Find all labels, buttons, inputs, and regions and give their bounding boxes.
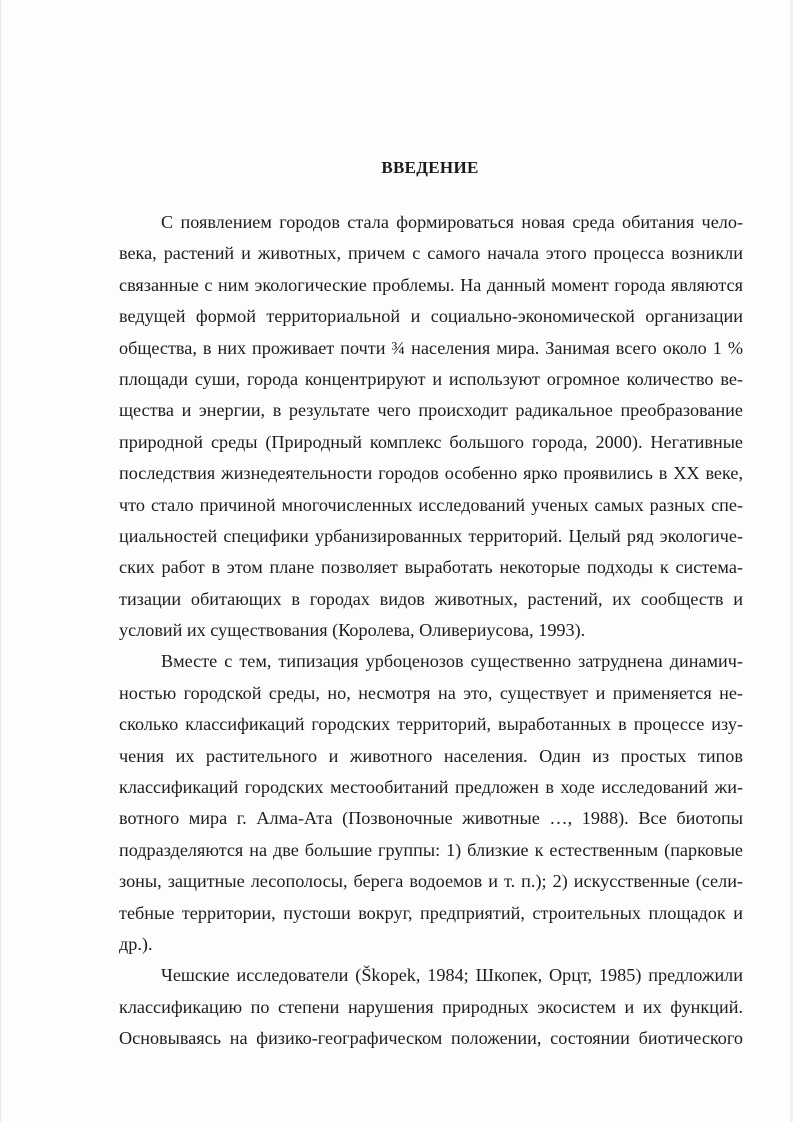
text-line: тебные территории, пустоши вокруг, предприятий, строительных площадок и: [119, 902, 743, 923]
text-line: сколько классификаций городских территорий, выработанных в процессе изу-: [119, 714, 743, 735]
paragraph-2: [119, 646, 743, 960]
text-line: ских работ в этом плане позволяет выработать некоторые подходы к системa-: [119, 557, 743, 578]
text-line: общества, в них проживает почти ¾ населения мира. Занимая всего около 1 %: [119, 337, 743, 358]
text-line: щества и энергии, в результате чего происходит радикальное преобразование: [119, 400, 743, 421]
text-line: классификацию по степени нарушения природных экосистем и их функций.: [119, 996, 743, 1017]
paragraph-1: [119, 207, 743, 646]
text-line: вотного мира г. Алма-Ата (Позвоночные животные …, 1988). Все биотопы: [119, 808, 743, 829]
text-line: Основываясь на физико-географическом положении, состоянии биотического: [119, 1028, 743, 1049]
text-line: циальностей специфики урбанизированных территорий. Целый ряд экологиче-: [119, 525, 743, 546]
text-line: С появлением городов стала формироваться новая среда обитания чело-: [161, 212, 743, 232]
text-line: что стало причиной многочисленных исследований ученых самых разных спе-: [119, 494, 743, 515]
text-line: ностью городской среды, но, несмотря на это, существует и применяется не-: [119, 682, 743, 703]
text-line: зоны, защитные лесополосы, берега водоемов и т. п.); 2) искусственные (сели-: [119, 871, 743, 892]
document-body: [119, 207, 743, 1055]
text-line: площади суши, города концентрируют и используют огромное количество ве-: [119, 368, 743, 389]
text-line: подразделяются на две большие группы: 1) близкие к естественным (парковые: [119, 839, 743, 860]
text-line: тизации обитающих в городах видов животных, растений, их сообществ и: [119, 588, 743, 609]
text-line: чения их растительного и животного населения. Один из простых типов: [119, 745, 743, 766]
paragraph-3: [119, 960, 743, 1054]
page-title: ВВЕДЕНИЕ: [381, 158, 479, 177]
text-line: др.).: [119, 933, 153, 954]
text-line: Чешские исследователи (Škopek, 1984; Шкопек, Орцт, 1985) предложили: [161, 965, 743, 986]
text-line: Вместе с тем, типизация урбоценозов существенно затруднена динамич-: [161, 651, 743, 672]
text-line: последствия жизнедеятельности городов особенно ярко проявились в XX веке,: [119, 463, 743, 484]
text-line: века, растений и животных, причем с самого начала этого процесса возникли: [119, 243, 743, 264]
text-line: ведущей формой территориальной и социально-экономической организации: [119, 306, 743, 327]
text-line: природной среды (Природный комплекс большого города, 2000). Негативные: [119, 431, 743, 452]
text-line: условий их существования (Королева, Оливериусова, 1993).: [119, 620, 586, 641]
text-line: классификаций городских местообитаний предложен в ходе исследований жи-: [119, 777, 743, 798]
text-line: связанные с ним экологические проблемы. На данный момент города являются: [119, 274, 743, 295]
